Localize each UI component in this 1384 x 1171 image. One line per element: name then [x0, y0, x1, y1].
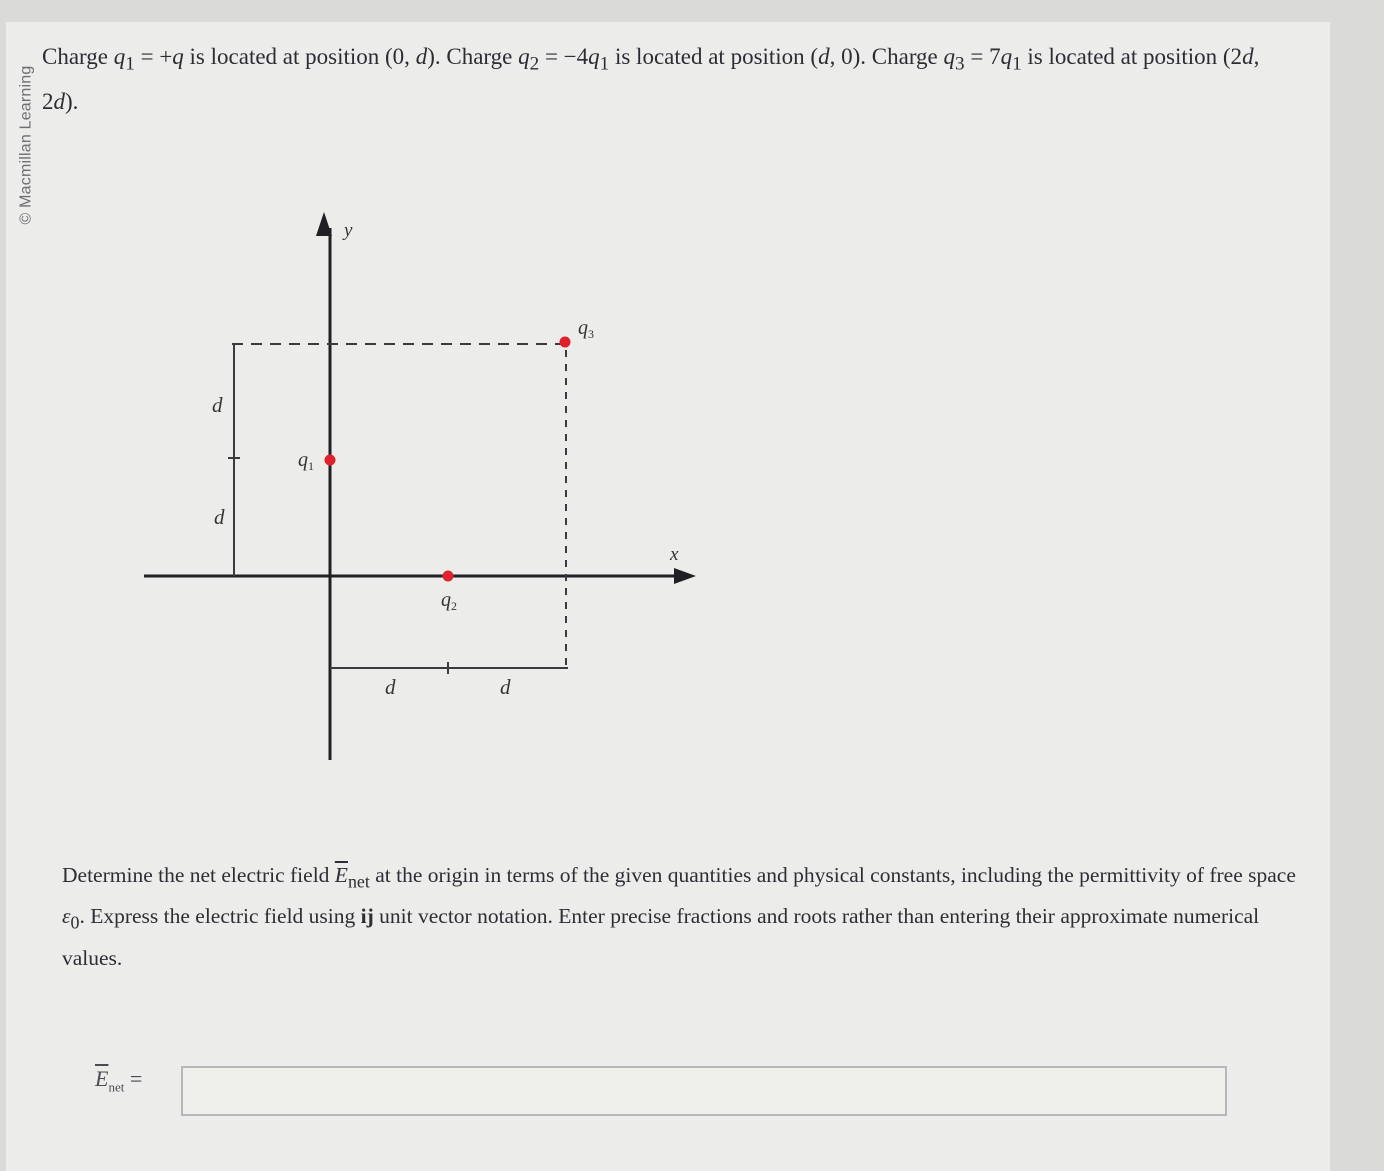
dim-label-vertical-upper: d	[212, 393, 223, 417]
y-axis-arrow	[316, 212, 332, 236]
x-axis-label: x	[670, 544, 679, 565]
copyright-watermark	[6, 40, 46, 250]
problem-statement: Charge $q_1 = +q$ is located at position (0, d). Charge $q_2 = -4q_1$ is located at position (d, 0). Charge $q_3 = 7q_1$ is located at position (2d, 2d).	[42, 44, 1260, 114]
answer-label: $\overline{E}_{net}$ =	[95, 1066, 143, 1095]
dim-label-horizontal-right: d	[500, 675, 511, 699]
charge-q1-label: $q_1$	[298, 449, 314, 473]
instructions-text: Determine the net electric field $\overline{E}_{net}$ at the origin in terms of the given quantities and physical constants, including the permittivity of free space $\varepsilon_0$. Express the electric field using ij unit vector notation. Enter precise fractions and roots rather than entering their approximate numerical values.	[62, 863, 1296, 970]
charge-q1-dot	[325, 455, 336, 466]
y-axis-label: y	[344, 220, 353, 241]
charge-q3-dot	[560, 337, 571, 348]
charge-diagram	[130, 200, 710, 770]
charge-q3-label: $q_3$	[578, 317, 594, 341]
dim-label-horizontal-left: d	[385, 675, 396, 699]
charge-q2-label: $q_2$	[441, 589, 457, 613]
answer-input[interactable]	[181, 1066, 1227, 1116]
x-axis-arrow	[674, 568, 696, 584]
watermark-text: © Macmillan Learning	[17, 65, 34, 225]
charge-q2-dot	[443, 571, 454, 582]
dim-label-vertical-lower: d	[214, 505, 225, 529]
